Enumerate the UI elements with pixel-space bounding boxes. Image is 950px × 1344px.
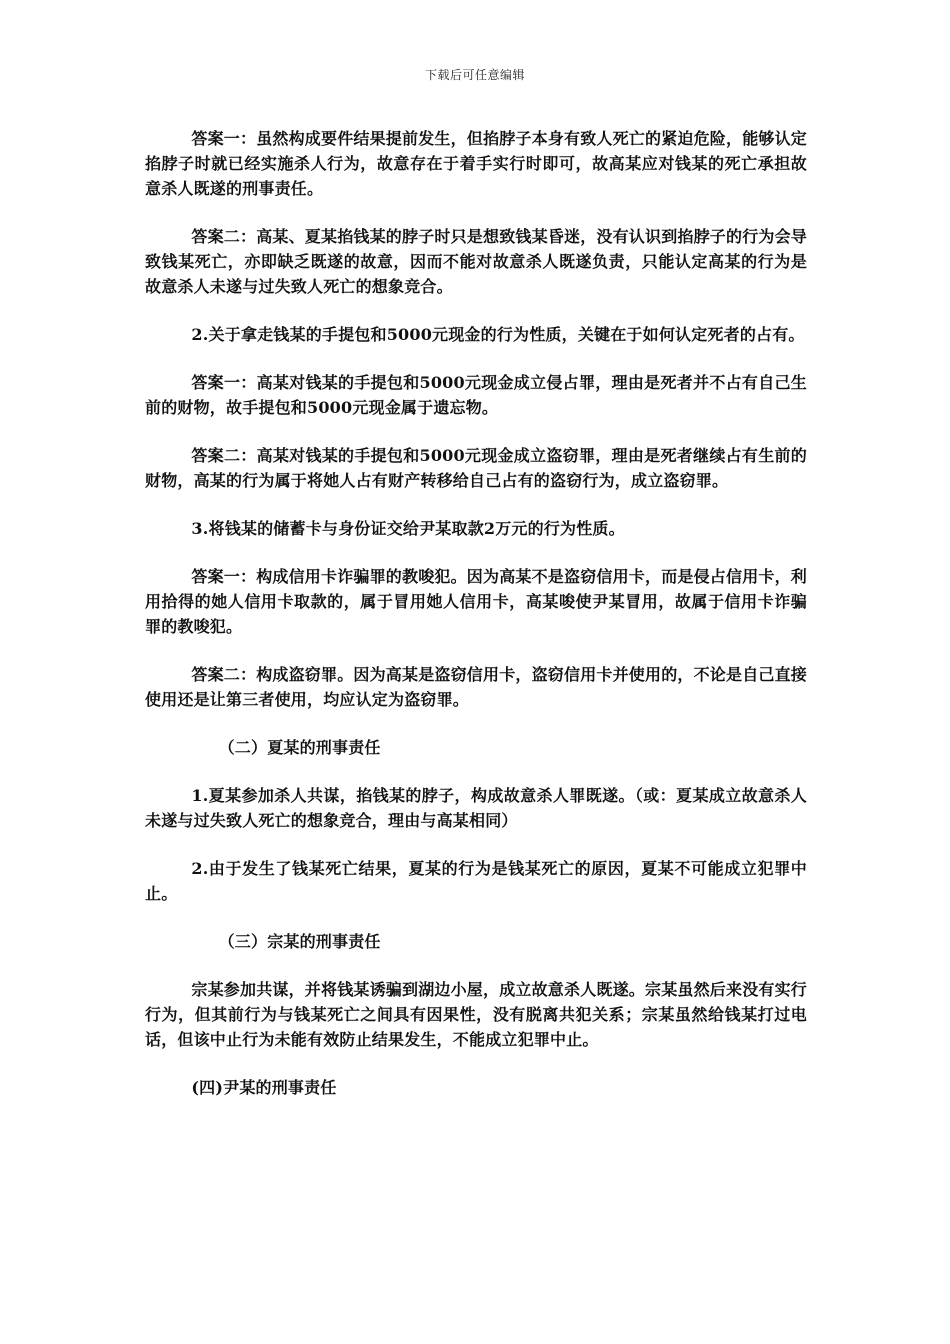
paragraph-answer-1-card-fraud: 答案一：构成信用卡诈骗罪的教唆犯。因为高某不是盗窃信用卡，而是侵占信用卡，利用拾得的她人信用卡取款的，属于冒用她人信用卡，高某唆使尹某冒用，故属于信用卡诈骗罪的教唆犯。 — [145, 567, 807, 636]
section-heading-zong: （三）宗某的刑事责任 — [218, 932, 381, 951]
section-heading-xia: （二）夏某的刑事责任 — [218, 738, 381, 757]
paragraph-answer-2-theft: 答案二：高某对钱某的手提包和5000元现金成立盗窃罪，理由是死者继续占有生前的财物，高某的行为属于将她人占有财产转移给自己占有的盗窃行为，成立盗窃罪。 — [145, 446, 807, 490]
paragraph-zong: 宗某参加共谋，并将钱某诱骗到湖边小屋，成立故意杀人既遂。宗某虽然后来没有实行行为，但其前行为与钱某死亡之间具有因果性，没有脱离共犯关系；宗某虽然给钱某打过电话，但该中止行为未能有效防止结果发生，不能成立犯罪中止。 — [145, 980, 807, 1049]
paragraph-item-3-heading: 3.将钱某的储蓄卡与身份证交给尹某取款2万元的行为性质。 — [191, 519, 625, 538]
paragraph-answer-1-embezzlement: 答案一：高某对钱某的手提包和5000元现金成立侵占罪，理由是死者并不占有自己生前的财物，故手提包和5000元现金属于遗忘物。 — [145, 373, 807, 417]
paragraph-item-2-heading: 2.关于拿走钱某的手提包和5000元现金的行为性质，关键在于如何认定死者的占有。 — [191, 325, 805, 344]
paragraph-xia-1: 1.夏某参加杀人共谋，掐钱某的脖子，构成故意杀人罪既遂。（或：夏某成立故意杀人未遂与过失致人死亡的想象竞合，理由与高某相同） — [145, 786, 807, 830]
paragraph-answer-2-intent: 答案二：高某、夏某掐钱某的脖子时只是想致钱某昏迷，没有认识到掐脖子的行为会导致钱某死亡，亦即缺乏既遂的故意，因而不能对故意杀人既遂负责，只能认定高某的行为是故意杀人未遂与过失致人死亡的想象竞合。 — [145, 227, 807, 296]
paragraph-answer-1-intent: 答案一：虽然构成要件结果提前发生，但掐脖子本身有致人死亡的紧迫危险，能够认定掐脖子时就已经实施杀人行为，故意存在于着手实行时即可，故高某应对钱某的死亡承担故意杀人既遂的刑事责任。 — [145, 129, 807, 198]
page-header: 下载后可任意编辑 — [424, 68, 525, 82]
section-heading-yin: (四)尹某的刑事责任 — [191, 1078, 337, 1097]
paragraph-answer-2-card-theft: 答案二：构成盗窃罪。因为高某是盗窃信用卡，盗窃信用卡并使用的，不论是自己直接使用还是让第三者使用，均应认定为盗窃罪。 — [145, 665, 807, 709]
paragraph-xia-2: 2.由于发生了钱某死亡结果，夏某的行为是钱某死亡的原因，夏某不可能成立犯罪中止。 — [145, 859, 807, 903]
document-body — [145, 126, 807, 1123]
